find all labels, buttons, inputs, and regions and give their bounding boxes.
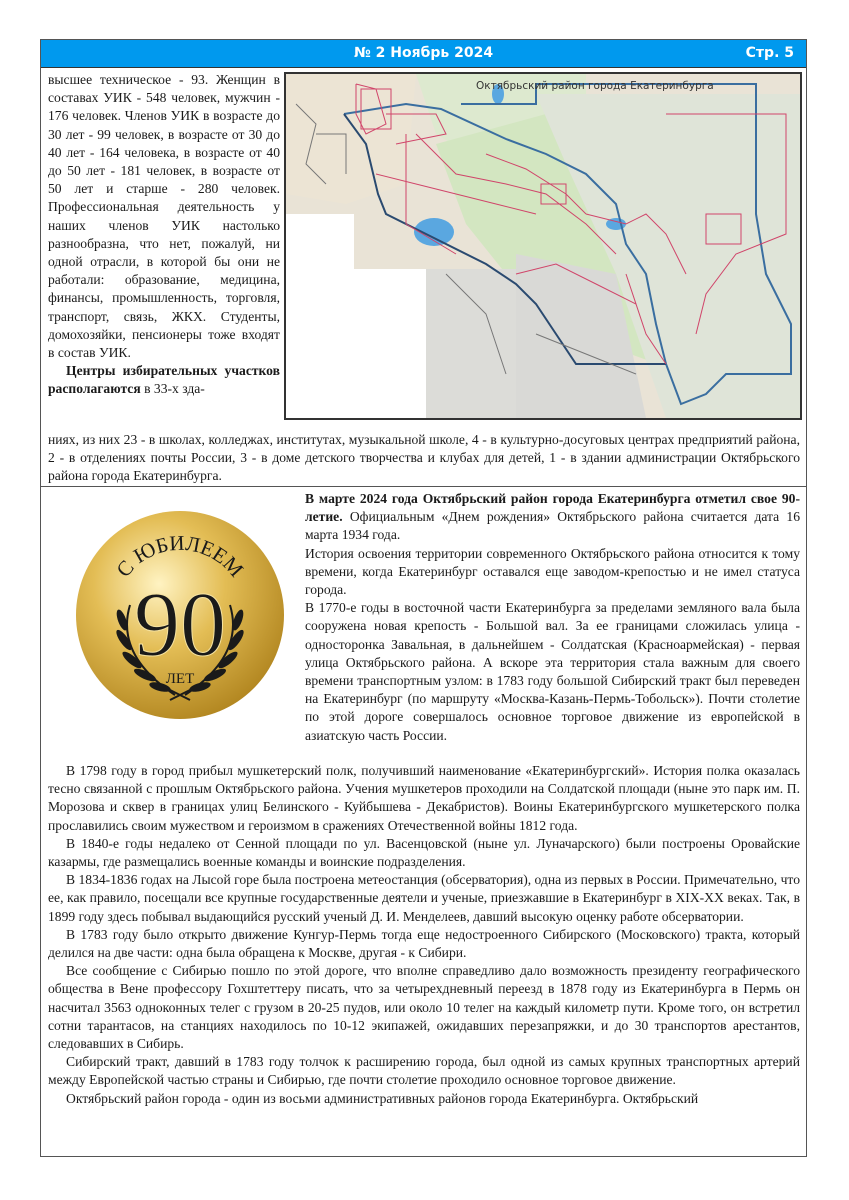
uik-stats-paragraph: высшее техническое - 93. Женщин в составах УИК - 548 человек, мужчин - 176 человек. Членов УИК в возрасте до 30 лет - 99 человек, в возрасте от 30 до 40 лет - 164 человека, в возрасте от 40 до 50 лет - 181 человек, в возрасте от 50 лет и старше - 280 человек. Профессиональная деятельность у наших членов УИК настолько разнообразна, что нет, пожалуй, ни одной отрасли, в которой бы они не работали: образование, медицина, финансы, промышленность, торговля, транспорт, связь, ЖКХ. Студенты, домохозяйки, пенсионеры тоже входят в состав УИК. xyxy=(48,72,280,361)
article-lead-bold: В марте 2024 года Октябрьский район города Екатеринбурга отметил свое 90-летие. xyxy=(305,491,800,525)
article-paragraph: В 1834-1836 годах на Лысой горе была построена метеостанция (обсерватория), одна из первых в России. Примечательно, что ее, как правило, посещали все крупные государственные деятели и ученые, приезжавшие в Екатеринбург в XIX-XX веках. Так, в 1899 году здесь побывал выдающийся русский ученый Д. И. Менделеев, давший высокую оценку работе обсерватории. xyxy=(48,872,800,924)
polling-centers-text: ниях, из них 23 - в школах, колледжах, институтах, музыкальной школе, 4 - в культурно-досуговых центрах предприятий района, 2 - в отделениях почты России, 3 - в доме детского творчества и клубах для детей, 1 - в здании администрации Октябрьского района города Екатеринбурга. xyxy=(48,432,800,484)
uik-stats-column xyxy=(48,71,280,399)
badge-number: 90 xyxy=(134,573,226,675)
section-divider xyxy=(41,486,806,487)
article-lead-rest: Официальным «Днем рождения» Октябрьского района считается дата 16 марта 1934 года. xyxy=(305,509,800,543)
anniversary-medal-graphic xyxy=(70,505,290,725)
polling-centers-text-head: в 33-х зда- xyxy=(140,381,205,397)
polling-centers-bold: Центры избирательных участков располагаются xyxy=(48,363,280,397)
article-paragraph: В 1840-е годы недалеко от Сенной площади по ул. Васенцовской (ныне ул. Луначарского) были построены Оровайские казармы, где размещались военные команды и воинские подразделения. xyxy=(48,835,800,870)
page-number: Стр. 5 xyxy=(745,45,794,61)
article-paragraph: В 1798 году в город прибыл мушкетерский полк, получивший наименование «Екатеринбургский». История полка оказалась тесно связанной с прошлым Октябрьского района. Учения мушкетеров проходили на Солдатской площади (ныне это парк им. П. Морозова и сквер в границах улиц Белинского - Куйбышева - Декабристов). Воины Екатеринбургского мушкетерского полка прославились своим мужеством и героизмом в сражениях Отечественной войны 1812 года. xyxy=(48,763,800,833)
map-graphic xyxy=(286,74,800,418)
article-paragraph: В 1770-е годы в восточной части Екатеринбурга за пределами земляного вала была сооружена новая крепость - Большой вал. За ее границами сложилась улица - односторонка Завальная, в дальнейшем - Солдатская (Красноармейская) - первая улица Октябрьского района. А вскоре эта территория стала важным для своего времени транспортным узлом: в 1783 году большой Сибирский тракт был переведен на Екатеринбург (по маршруту «Москва-Казань-Пермь-Тобольск»). Почти столетие по этой дороге совершалось основное торговое движение из европейской в азиатскую часть России. xyxy=(305,600,800,743)
badge-greeting: С ЮБИЛЕЕМ xyxy=(111,530,249,582)
map-title: Октябрьский район города Екатеринбурга xyxy=(476,80,714,92)
district-map xyxy=(284,72,802,420)
polling-centers-paragraph-start xyxy=(48,362,280,398)
article-paragraph: Все сообщение с Сибирью пошло по этой дороге, что вполне справедливо дало возможность президенту географического общества в Вене профессору Гохштеттеру писать, что за четырехдневный переезд в 1878 году из Екатеринбурга в Пермь он насчитал 3563 одноконных телег с грузом в 20-25 пудов, или около 10 телег на каждый километр пути. Кроме того, он встретил сотни тарантасов, на станциях находилось по 10-12 экипажей, ожидавших перезапряжки, и до 30 транспортов арестантов, следовавших в Сибирь. xyxy=(48,963,800,1052)
article-paragraph: Октябрьский район города - один из восьми административных районов города Екатеринбурга. Октябрьский xyxy=(66,1090,699,1106)
article-paragraph: В 1783 году было открыто движение Кунгур-Пермь тогда еще недостроенного Сибирского (Московского) тракта, который делился на две части: одна была обращена к Москве, другая - к Сибири. xyxy=(48,926,800,961)
article-paragraph: История освоения территории современного Октябрьского района относится к тому времени, когда Екатеринбург оставался еще заводом-крепостью и не имел статуса города. xyxy=(305,545,800,598)
article-lead xyxy=(305,490,800,545)
page-header xyxy=(41,40,806,68)
badge-years: ЛЕТ xyxy=(165,671,195,687)
polling-centers-continuation xyxy=(48,431,800,486)
anniversary-badge xyxy=(70,505,290,725)
article-paragraph: Сибирский тракт, давший в 1783 году толчок к расширению города, был одной из самых крупных транспортных артерий между Европейской частью страны и Сибирью, где почти столетие проходило основное торговое движение. xyxy=(48,1054,800,1088)
issue-title: № 2 Ноябрь 2024 xyxy=(353,45,494,61)
article-body xyxy=(48,762,800,1108)
article-intro xyxy=(305,490,800,745)
